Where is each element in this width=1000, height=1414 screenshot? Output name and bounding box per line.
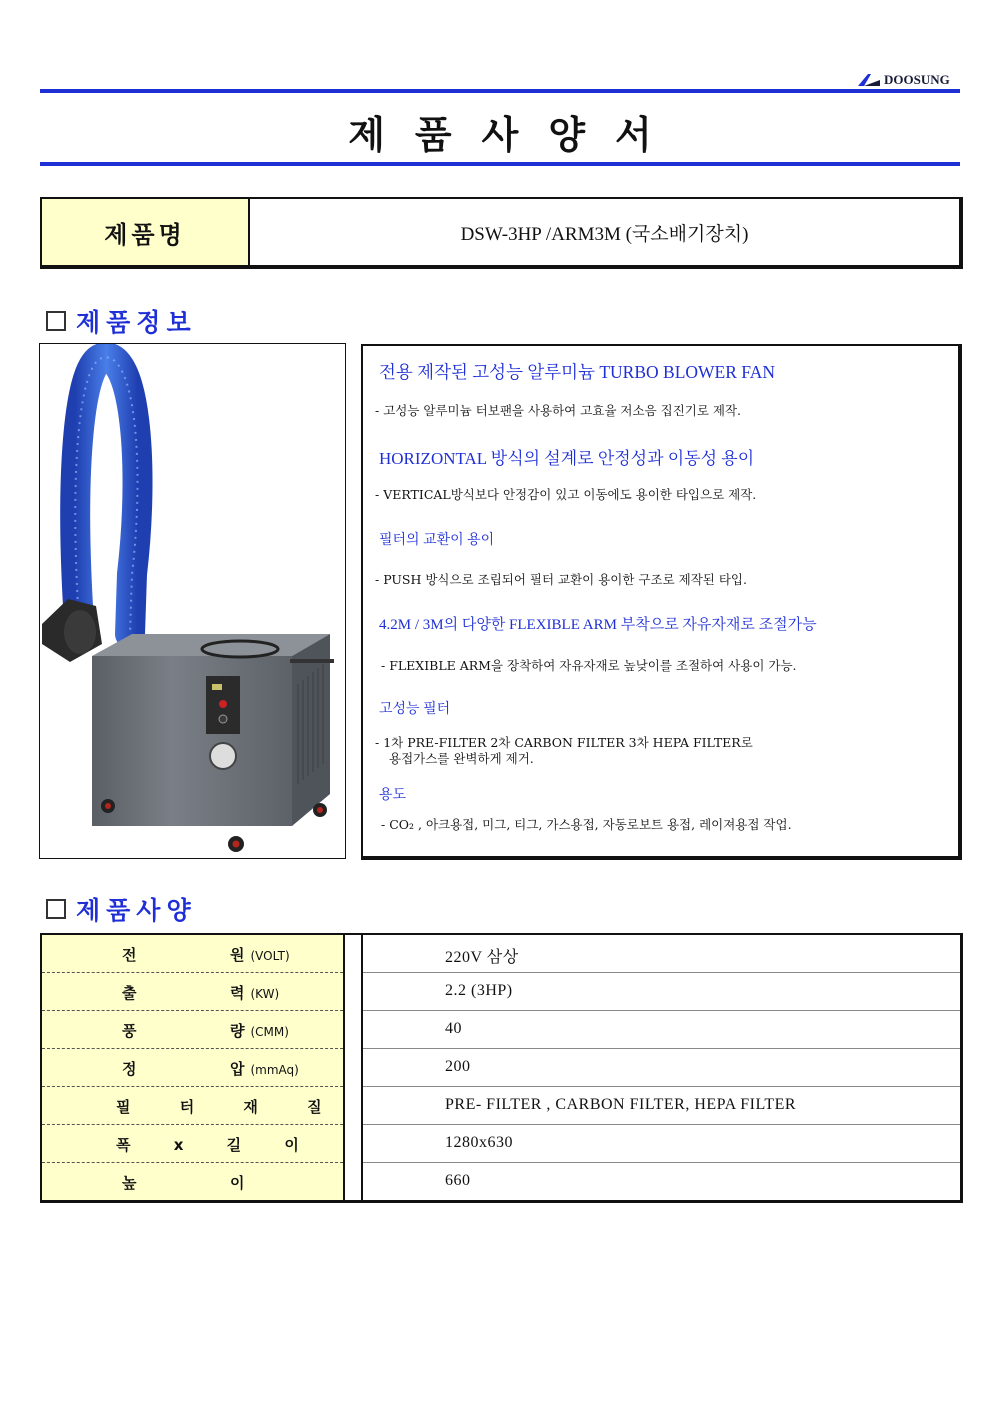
spec-value: 200 [445,1058,471,1075]
spec-label: 높 [122,1174,137,1192]
spec-label: 풍 [122,1022,137,1040]
info-desc-4: - FLEXIBLE ARM을 장착하여 자유자재로 높낮이를 조절하여 사용이 가능. [381,658,797,673]
spec-section-title-text: 제품사양 [76,896,197,925]
spec-value: 1280x630 [445,1134,513,1151]
table-row [42,935,343,973]
spec-value: 220V 삼상 [445,949,519,966]
spec-label-char: 압 [230,1060,245,1078]
product-name-label: 제품명 [42,199,250,265]
spec-label-column [42,935,345,1200]
spec-label-end: 이 [230,1174,245,1192]
table-row [42,1049,343,1087]
spec-value: 660 [445,1172,471,1189]
spec-label-end [230,982,279,1003]
doosung-logo-icon [858,74,880,86]
top-rule [40,89,960,93]
spec-value: PRE- FILTER , CARBON FILTER, HEPA FILTER [445,1096,797,1113]
spec-label: 정 [122,1060,137,1078]
info-heading-5: 고성능 필터 [379,702,451,717]
page-title: 제품사양서 [348,113,682,157]
spec-value-row [363,1011,960,1049]
spec-value-row [363,1163,960,1200]
info-section-title [46,303,197,339]
product-name-table [40,197,963,269]
info-desc-2: - VERTICAL방식보다 안정감이 있고 이동에도 용이한 타입으로 제작. [375,487,757,502]
spec-value-row [363,935,960,973]
spec-unit: (KW) [250,987,280,1001]
spec-value: 40 [445,1020,462,1037]
spec-label: 출 [122,984,137,1002]
product-name-value: DSW-3HP /ARM3M (국소배기장치) [460,223,749,245]
spec-label-char: 량 [230,1022,245,1040]
table-row [42,1163,343,1200]
info-desc-5b: 용접가스를 완벽하게 제거. [389,751,534,766]
spec-unit: (VOLT) [250,949,290,963]
spec-unit: (CMM) [250,1025,289,1039]
table-row [42,973,343,1011]
table-row [42,1125,343,1163]
spec-value-row [363,1125,960,1163]
spec-value: 2.2 (3HP) [445,982,513,999]
spec-label: 폭 x 길 이 [116,1136,318,1154]
spec-value-row [363,1049,960,1087]
spec-value-row [363,973,960,1011]
spec-label: 전 [122,946,137,964]
info-desc-6: - CO₂ , 아크용접, 미그, 티그, 가스용접, 자동로보트 용접, 레이져용접 작업. [381,817,792,832]
info-heading-6: 용도 [379,788,407,803]
spec-label-end [230,1058,299,1079]
spec-label-char: 력 [230,984,245,1002]
info-heading-4: 4.2M / 3M의 다양한 FLEXIBLE ARM 부착으로 자유자재로 조절가능 [379,617,817,633]
spec-label-char: 원 [230,946,245,964]
spec-value-row [363,1087,960,1125]
spec-section-title [46,891,197,927]
table-row [42,1087,343,1125]
info-desc-5: - 1차 PRE-FILTER 2차 CARBON FILTER 3차 HEPA FILTER로 [375,735,753,750]
info-desc-1: - 고성능 알루미늄 터보팬을 사용하여 고효율 저소음 집진기로 제작. [375,403,742,418]
fume-extractor-illustration [40,344,345,858]
product-info-panel [361,344,962,860]
table-row [42,1011,343,1049]
info-heading-1: 전용 제작된 고성능 알루미늄 TURBO BLOWER FAN [379,362,776,382]
spec-unit: (mmAq) [250,1063,299,1077]
info-desc-3: - PUSH 방식으로 조립되어 필터 교환이 용이한 구조로 제작된 타입. [375,572,747,587]
spec-label-end [230,1020,289,1041]
info-heading-2: HORIZONTAL 방식의 설계로 안정성과 이동성 용이 [379,449,755,468]
product-photo [39,343,346,859]
square-bullet-icon [46,311,66,331]
spec-label: 필 터 재 질 [116,1098,344,1116]
spec-divider-gap [345,935,363,1200]
square-bullet-icon [46,899,66,919]
info-heading-3: 필터의 교환이 용이 [379,533,495,548]
logo-text: DOOSUNG [884,72,950,87]
info-section-title-text: 제품정보 [76,308,197,337]
spec-label-end [230,944,290,965]
spec-table [40,933,963,1203]
company-logo [858,72,950,88]
title-rule [40,162,960,166]
